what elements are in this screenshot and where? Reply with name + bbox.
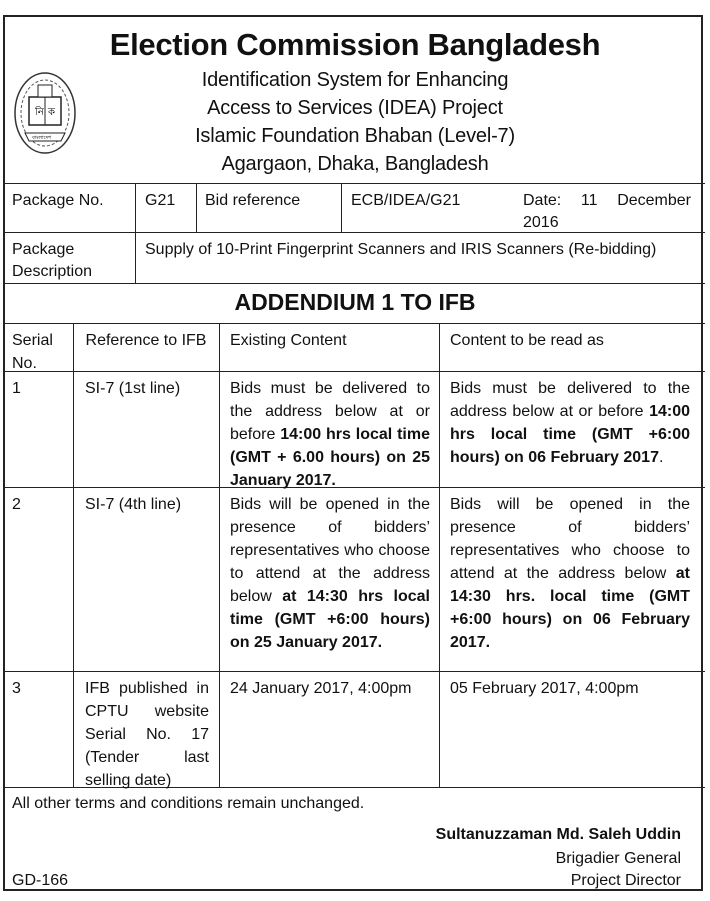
- document-code: GD-166: [12, 872, 69, 889]
- divider: [73, 323, 74, 787]
- seal-glyph-right: ক: [48, 107, 55, 118]
- seal-glyph-left: নি: [35, 107, 44, 118]
- table-row-2-serial: 2: [12, 496, 21, 513]
- table-row-2-existing: Bids will be opened in the presence of bidders’ representatives who choose to attend at the address below at 14:30 hrs local time (GMT +6:00 hours) on 25 January 2017.: [230, 496, 430, 651]
- package-description-label-1: Package: [12, 241, 75, 258]
- addendum-heading: ADDENDIUM 1 TO IFB: [234, 289, 476, 315]
- package-description-label-2: Description: [12, 263, 93, 280]
- package-no-label: Package No.: [12, 192, 104, 209]
- signatory-title: Project Director: [570, 872, 681, 889]
- date-label: Date: 11 December: [523, 192, 691, 209]
- table-row-1-existing: Bids must be delivered to the address below at or before 14:00 hrs local time (GMT + 6.00 hours) on 25 January 2017.: [230, 380, 430, 489]
- table-row-3-serial: 3: [12, 680, 21, 697]
- document-page: [3, 15, 703, 891]
- column-header-reference: Reference to IFB: [85, 332, 207, 349]
- table-row-3-existing: 24 January 2017, 4:00pm: [230, 680, 412, 697]
- column-header-to-read: Content to be read as: [450, 332, 604, 349]
- page-title: Election Commission Bangladesh: [109, 27, 601, 62]
- divider: [5, 283, 705, 284]
- package-description-value: Supply of 10-Print Fingerprint Scanners and IRIS Scanners (Re-bidding): [145, 241, 657, 258]
- bid-reference-value: ECB/IDEA/G21: [351, 192, 461, 209]
- table-row-2-to-read: Bids will be opened in the presence of bidders’ representatives who choose to attend at the address below at 14:30 hrs. local time (GMT +6:00 hours) on 06 February 2017.: [450, 496, 691, 651]
- divider: [439, 323, 440, 787]
- seal-ribbon-text: বাংলাদেশ: [32, 135, 52, 141]
- header-line-3: Islamic Foundation Bhaban (Level-7): [195, 125, 515, 147]
- header-line-1: Identification System for Enhancing: [201, 69, 509, 91]
- table-row-2-reference: SI-7 (4th line): [85, 496, 182, 513]
- table-row-1-serial: 1: [12, 380, 21, 397]
- table-row-3-reference: IFB published in CPTU website Serial No. 17 (Tender last selling date): [85, 680, 209, 789]
- divider: [219, 323, 220, 787]
- divider: [5, 323, 705, 324]
- signatory-name: Sultanuzzaman Md. Saleh Uddin: [435, 826, 681, 843]
- divider: [5, 183, 705, 184]
- footer-note: All other terms and conditions remain unchanged.: [12, 795, 365, 812]
- date-year: 2016: [523, 214, 559, 231]
- package-no-value: G21: [145, 192, 176, 209]
- divider: [341, 183, 342, 232]
- table-row-1-to-read: Bids must be delivered to the address below at or before 14:00 hrs local time (GMT +6:00 hours) on 06 February 2017.: [450, 380, 690, 466]
- column-header-existing: Existing Content: [230, 332, 347, 349]
- bid-reference-label: Bid reference: [205, 192, 301, 209]
- divider: [135, 183, 136, 283]
- header-line-4: Agargaon, Dhaka, Bangladesh: [221, 153, 489, 175]
- table-row-1-reference: SI-7 (1st line): [85, 380, 181, 397]
- divider: [5, 371, 705, 372]
- divider: [5, 232, 705, 233]
- table-row-3-to-read: 05 February 2017, 4:00pm: [450, 680, 639, 697]
- signatory-rank: Brigadier General: [555, 850, 681, 867]
- divider: [5, 671, 705, 672]
- divider: [196, 183, 197, 232]
- header-line-2: Access to Services (IDEA) Project: [207, 97, 503, 119]
- column-header-serial: Serial No.: [12, 332, 53, 372]
